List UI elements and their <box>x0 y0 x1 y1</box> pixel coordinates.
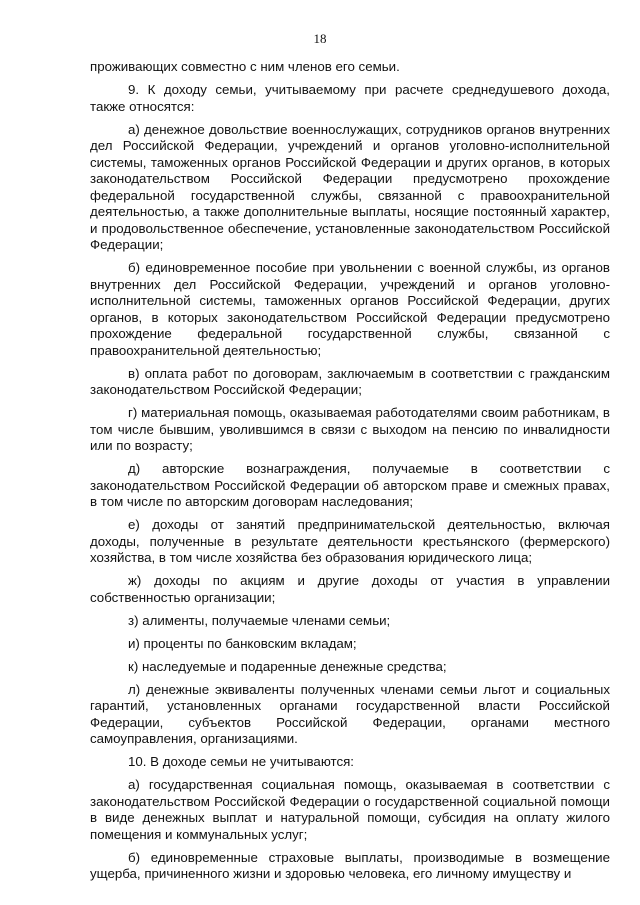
paragraph-item-9k: к) наследуемые и подаренные денежные средства; <box>128 658 447 674</box>
paragraph-item-9zh: ж) доходы по акциям и другие доходы от участия в управлении собственностью организации; <box>90 573 610 605</box>
paragraph-item-9z: з) алименты, получаемые членами семьи; <box>128 612 391 628</box>
paragraph-item-9a: а) денежное довольствие военнослужащих, сотрудников органов внутренних дел Российской Федерации, учреждений и органов уголовно-исполнительной системы, таможенных органов Российской Федерации и других органов, в которых законодательством Российской Федерации предусмотрено прохождение федеральной государственной службы, связанной с правоохранительной деятельностью, а также дополнительные выплаты, носящие постоянный характер, и продовольственное обеспечение, установленные законодательством Российской Федерации; <box>90 121 610 252</box>
paragraph-continuation: проживающих совместно с ним членов его семьи. <box>90 59 400 74</box>
paragraph-item-9: 9. К доходу семьи, учитываемому при расчете среднедушевого дохода, также относятся: <box>90 82 610 114</box>
document-body <box>90 59 610 889</box>
paragraph-item-9e: е) доходы от занятий предпринимательской деятельностью, включая доходы, полученные в результате деятельности крестьянского (фермерского) хозяйства, в том числе хозяйства без образования юридического лица; <box>90 517 610 565</box>
paragraph-item-9v: в) оплата работ по договорам, заключаемым в соответствии с гражданским законодательством Российской Федерации; <box>90 365 610 397</box>
paragraph-item-9b: б) единовременное пособие при увольнении с военной службы, из органов внутренних дел Российской Федерации, учреждений и органов уголовно-исполнительной системы, таможенных органов Российской Федерации, других органов, в которых законодательством Российской Федерации предусмотрено прохождение федеральной государственной службы, связанной с правоохранительной деятельностью; <box>90 260 610 358</box>
paragraph-item-10b: б) единовременные страховые выплаты, производимые в возмещение ущерба, причиненного жизни и здоровью человека, его личному имуществу и <box>90 849 610 881</box>
paragraph-item-10a: а) государственная социальная помощь, оказываемая в соответствии с законодательством Российской Федерации о государственной социальной помощи в виде денежных выплат и натуральной помощи, субсидия на оплату жилого помещения и коммунальных услуг; <box>90 777 610 842</box>
paragraph-item-9l: л) денежные эквиваленты полученных членами семьи льгот и социальных гарантий, установленных органами государственной власти Российской Федерации, субъектов Российской Федерации, органами местного самоуправления, организациями. <box>90 681 610 746</box>
page-number: 18 <box>313 31 327 46</box>
paragraph-item-9i: и) проценты по банковским вкладам; <box>128 635 357 651</box>
paragraph-item-9g: г) материальная помощь, оказываемая работодателями своим работникам, в том числе бывшим, уволившимся в связи с выходом на пенсию по инвалидности или по возрасту; <box>90 405 610 453</box>
paragraph-item-9d: д) авторские вознаграждения, получаемые в соответствии с законодательством Российской Федерации об авторском праве и смежных правах, в том числе по авторским договорам наследования; <box>90 461 610 509</box>
paragraph-item-10: 10. В доходе семьи не учитываются: <box>128 754 354 769</box>
